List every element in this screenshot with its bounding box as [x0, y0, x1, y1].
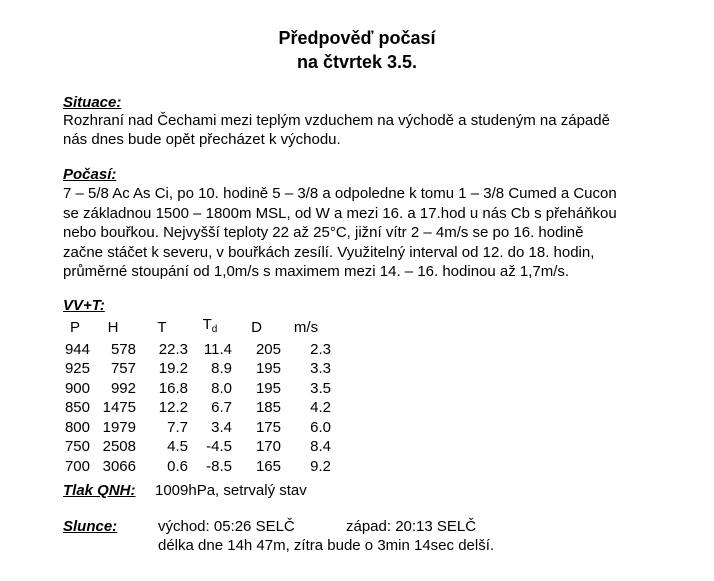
qnh-value: 1009hPa, setrvalý stav	[155, 482, 307, 499]
day-length-text: délka dne 14h 47m, zítra bude o 3min 14sec delší.	[158, 537, 495, 554]
sunrise-text: východ: 05:26 SELČ	[158, 518, 295, 535]
col-header-d: D	[251, 318, 262, 336]
table-cell: 205	[255, 340, 281, 358]
col-header-ms: m/s	[293, 318, 319, 336]
sounding-table	[60, 315, 331, 476]
table-cell: 185	[255, 399, 281, 416]
table-cell: 12.2	[158, 399, 188, 416]
sunset-text: západ: 20:13 SELČ	[346, 518, 477, 535]
table-cell: 1475	[102, 399, 136, 416]
slunce-heading: Slunce:	[63, 518, 118, 535]
table-cell: 8.9	[211, 360, 232, 377]
table-row	[60, 457, 331, 477]
table-cell: 800	[64, 418, 90, 436]
table-cell: 9.2	[310, 457, 331, 475]
table-cell: 4.5	[167, 438, 188, 455]
situace-heading: Situace:	[63, 94, 122, 111]
table-cell: 7.7	[167, 418, 188, 436]
table-cell: 195	[255, 379, 281, 397]
pocasi-line: průměrné stoupání od 1,0m/s s maximem mezi 14. – 16. hodinou až 1,7m/s.	[63, 263, 570, 280]
table-cell: 3.5	[310, 379, 331, 397]
pocasi-heading: Počasí:	[63, 166, 117, 183]
table-cell: 4.2	[310, 399, 331, 416]
table-cell: 2508	[102, 438, 136, 455]
table-row	[60, 379, 331, 399]
col-header-td-sub: d	[211, 324, 218, 335]
table-cell: 16.8	[158, 379, 188, 397]
table-cell: 170	[255, 438, 281, 455]
table-cell: 165	[255, 457, 281, 475]
table-cell: 8.0	[211, 379, 232, 397]
table-cell: 175	[255, 418, 281, 436]
table-cell: 3066	[102, 457, 136, 475]
table-row	[60, 340, 331, 360]
table-cell: 6.7	[211, 399, 232, 416]
table-row	[60, 359, 331, 379]
pocasi-line: začne stáčet k severu, v bouřkách zesílí. Využitelný interval od 12. do 18. hodin,	[63, 244, 595, 261]
table-cell: 900	[64, 379, 90, 397]
forecast-title: Předpověď počasí	[278, 28, 436, 48]
col-header-t: T	[157, 318, 167, 336]
table-cell: 6.0	[310, 418, 331, 436]
table-cell: 1979	[102, 418, 136, 436]
table-cell: 757	[110, 360, 136, 377]
table-cell: 3.3	[310, 360, 331, 377]
table-cell: -8.5	[206, 457, 232, 475]
table-cell: 195	[255, 360, 281, 377]
col-header-td	[188, 315, 232, 340]
forecast-date: na čtvrtek 3.5.	[296, 52, 418, 72]
table-cell: -4.5	[206, 438, 232, 455]
table-cell: 992	[110, 379, 136, 397]
table-row	[60, 398, 331, 418]
table-cell: 22.3	[158, 340, 188, 358]
qnh-heading: Tlak QNH:	[63, 482, 136, 499]
col-header-p: P	[69, 318, 80, 336]
table-cell: 925	[64, 360, 90, 377]
table-row	[60, 418, 331, 438]
table-row	[60, 437, 331, 457]
table-cell: 578	[110, 340, 136, 358]
table-cell: 11.4	[203, 340, 232, 358]
col-header-td-base: T	[202, 316, 212, 333]
pocasi-line: nebo bouřkou. Nejvyšší teploty 22 až 25°C, jižní vítr 2 – 4m/s se po 16. hodině	[63, 224, 584, 241]
vvt-heading: VV+T:	[63, 297, 105, 314]
pocasi-line: 7 – 5/8 Ac As Ci, po 10. hodině 5 – 3/8 a odpoledne k tomu 1 – 3/8 Cumed a Cucon	[63, 185, 617, 202]
table-header-row	[60, 315, 331, 340]
col-header-h: H	[107, 318, 119, 336]
situace-line: nás dnes bude opět přecházet k východu.	[63, 131, 341, 148]
table-cell: 700	[64, 457, 90, 475]
situace-line: Rozhraní nad Čechami mezi teplým vzduchem na východě a studeným na západě	[63, 112, 610, 129]
table-cell: 8.4	[310, 438, 331, 455]
table-cell: 2.3	[310, 340, 331, 358]
table-cell: 0.6	[167, 457, 188, 475]
table-cell: 750	[64, 438, 90, 455]
table-cell: 3.4	[211, 418, 232, 436]
table-cell: 850	[64, 399, 90, 416]
table-cell: 944	[64, 340, 90, 358]
table-cell: 19.2	[158, 360, 188, 377]
pocasi-line: se základnou 1500 – 1800m MSL, od W a mezi 16. a 17.hod u nás Cb s přeháňkou	[63, 205, 617, 222]
